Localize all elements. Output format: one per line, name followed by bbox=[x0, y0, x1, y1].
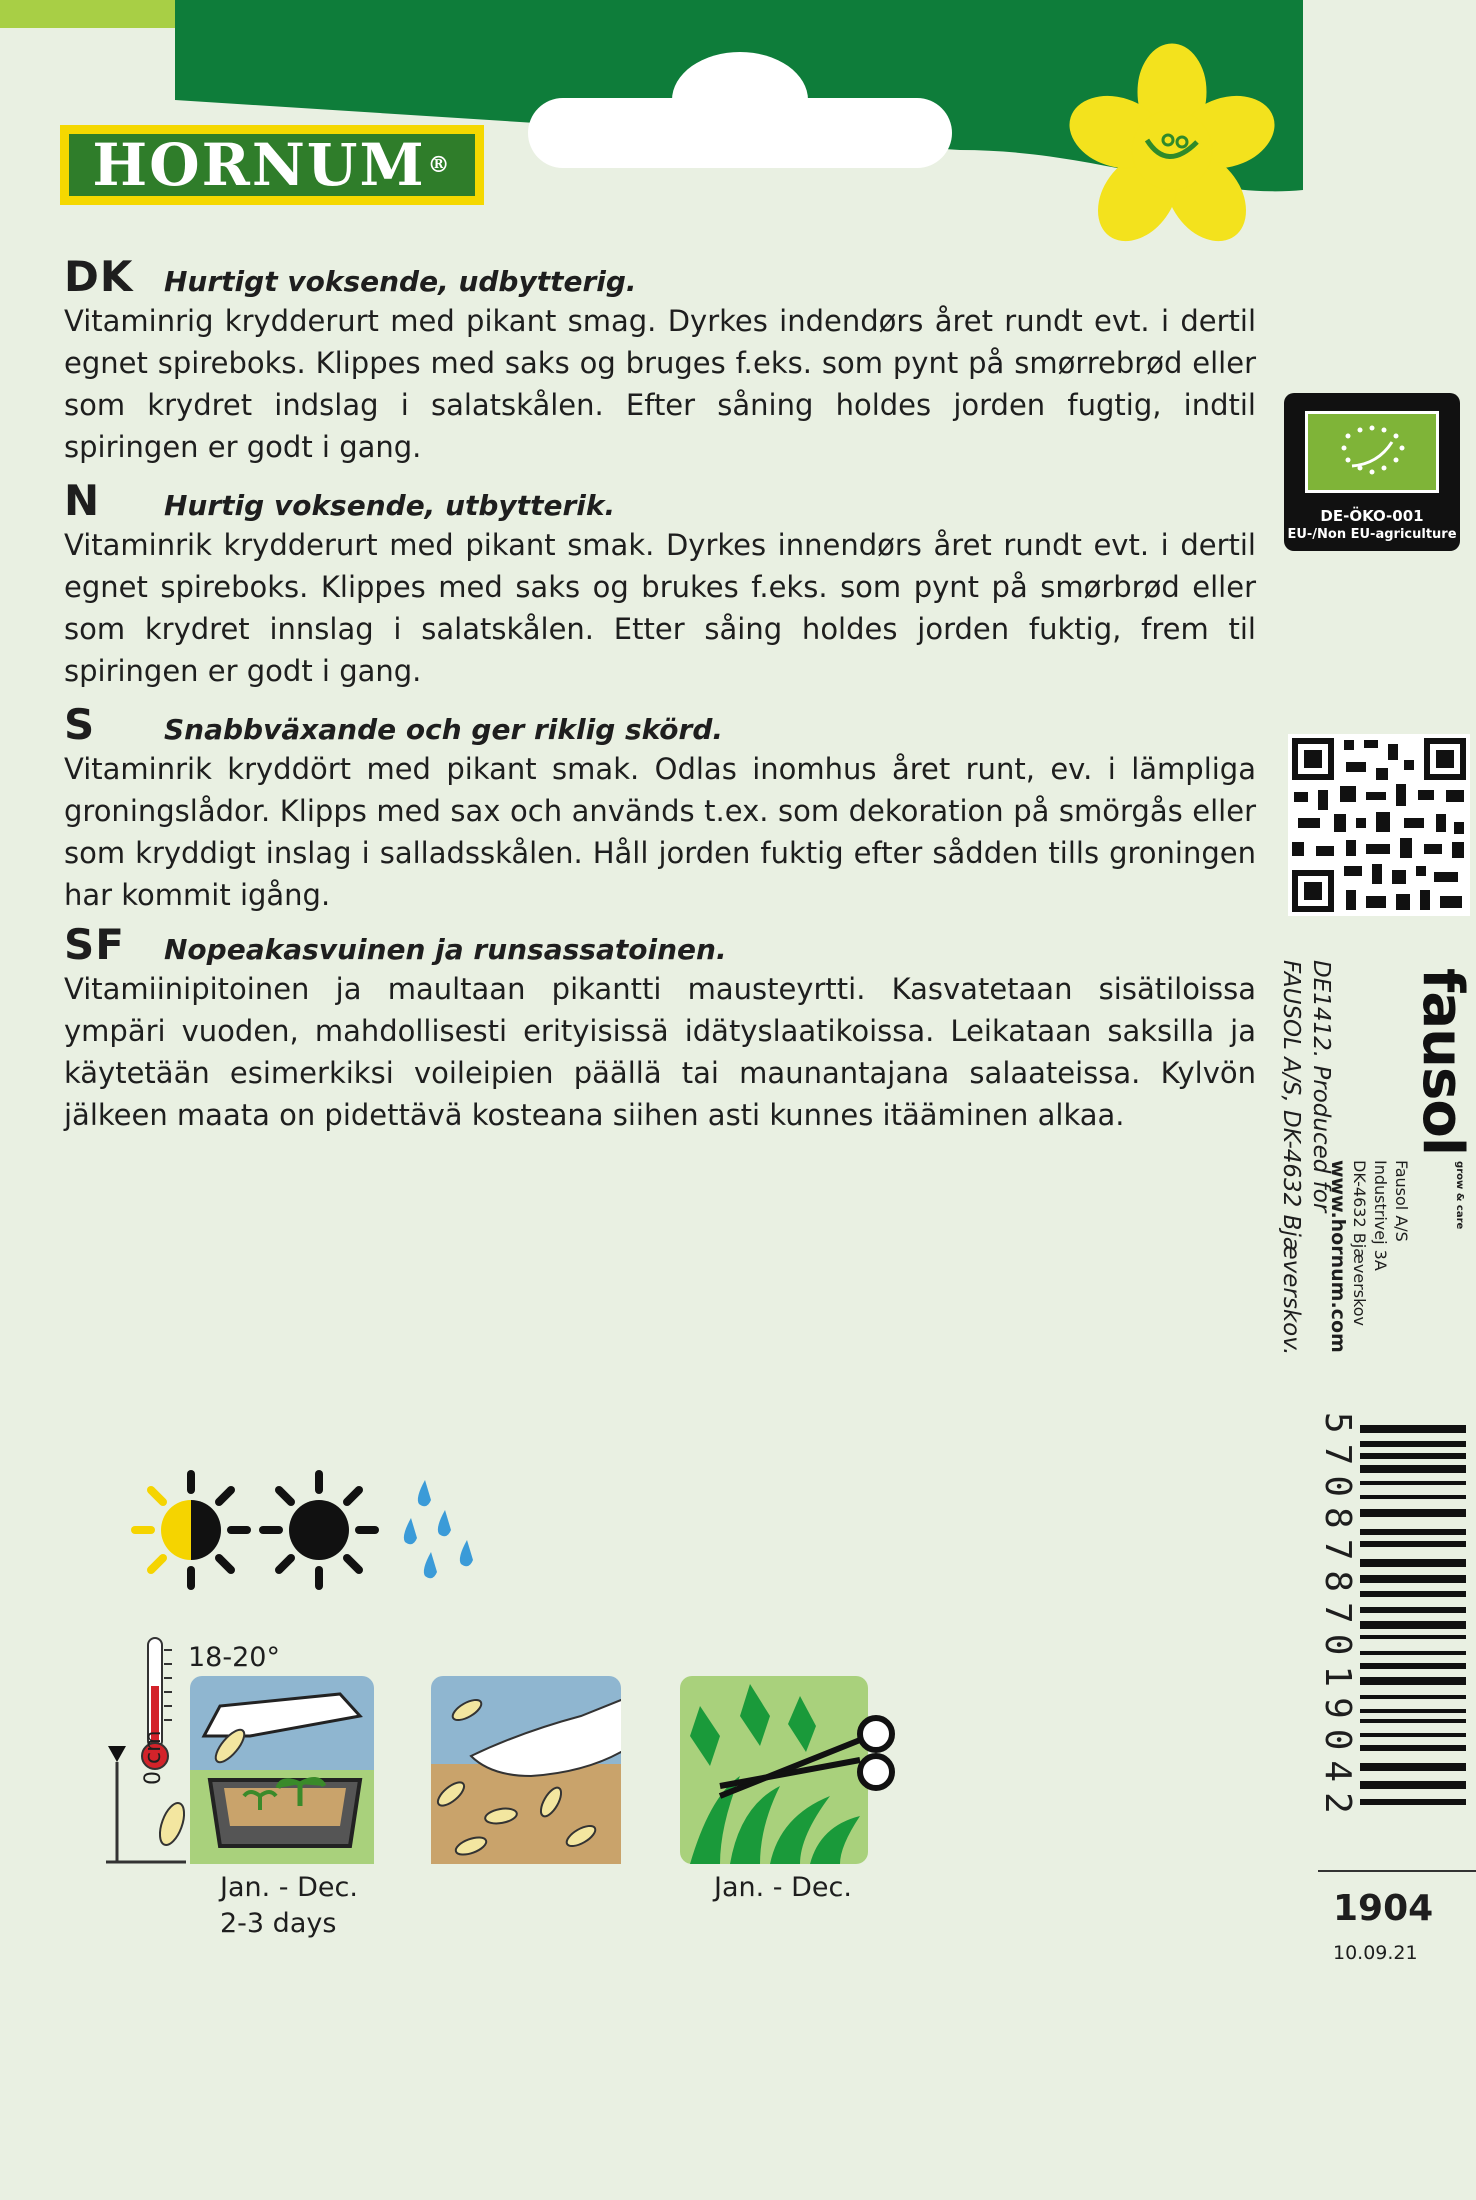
website-link[interactable]: www.hornum.com bbox=[1327, 1160, 1349, 1353]
barcode-bar bbox=[1360, 1621, 1466, 1629]
fausol-tagline: grow & care bbox=[1454, 1161, 1465, 1230]
section-text: Vitaminrik krydderurt med pikant smak. Dyrkes innendørs året rundt evt. i dertil egnet spireboks. Klippes med saks og brukes f.eks. som pynt på smørbrød eller som krydret innslag i salatskålen. Etter såing holdes jorden fuktig, frem til spiringen er godt i gang. bbox=[64, 528, 1256, 688]
sprout-tray-icon bbox=[190, 1676, 374, 1864]
barcode bbox=[1360, 1425, 1466, 1835]
section-sf bbox=[64, 920, 1256, 1136]
print-date: 10.09.21 bbox=[1333, 1942, 1418, 1964]
barcode-bar bbox=[1360, 1663, 1466, 1669]
section-subtitle: Hurtigt voksende, udbytterig. bbox=[164, 265, 637, 298]
barcode-bar bbox=[1360, 1509, 1466, 1517]
address-line-1: Fausol A/S bbox=[1392, 1160, 1411, 1242]
header-accent-strip bbox=[0, 0, 175, 28]
language-code: DK bbox=[64, 252, 134, 301]
barcode-bar bbox=[1360, 1695, 1466, 1699]
barcode-bar bbox=[1360, 1677, 1466, 1685]
water-drops-icon bbox=[404, 1480, 473, 1578]
temperature-label: 18-20° bbox=[188, 1642, 280, 1673]
section-dk bbox=[64, 252, 1256, 468]
barcode-bar bbox=[1360, 1495, 1466, 1499]
section-n bbox=[64, 476, 1256, 692]
barcode-bar bbox=[1360, 1651, 1466, 1655]
address-line-2: Industrivej 3A bbox=[1371, 1160, 1390, 1271]
section-subtitle: Hurtig voksende, utbytterik. bbox=[164, 489, 616, 522]
germination-time: 2-3 days bbox=[220, 1908, 337, 1939]
full-sun-icon bbox=[263, 1474, 375, 1586]
barcode-bar bbox=[1360, 1529, 1466, 1535]
barcode-number: 5708787019042 bbox=[1317, 1412, 1358, 1824]
section-text: Vitaminrig krydderurt med pikant smag. Dyrkes indendørs året rundt evt. i dertil egnet spireboks. Klippes med saks og bruges f.eks. som pynt på smørrebrød eller som krydret indslag i salatskålen. Efter såning holdes jorden fugtig, indtil spiringen er godt i gang. bbox=[64, 304, 1256, 464]
barcode-bar bbox=[1360, 1733, 1466, 1737]
fausol-address bbox=[1327, 1160, 1412, 1353]
scissors-harvest-icon bbox=[680, 1676, 910, 1864]
light-water-icons bbox=[125, 1468, 485, 1598]
barcode-bar bbox=[1360, 1719, 1466, 1723]
eu-organic-leaf-icon bbox=[1305, 411, 1439, 493]
qr-code-icon[interactable] bbox=[1288, 734, 1470, 916]
hornum-logo bbox=[60, 125, 484, 205]
language-code: SF bbox=[64, 920, 125, 969]
barcode-bar bbox=[1360, 1781, 1466, 1789]
barcode-bar bbox=[1360, 1559, 1466, 1567]
barcode-bar bbox=[1360, 1591, 1466, 1597]
barcode-bar bbox=[1360, 1763, 1466, 1771]
eu-organic-badge bbox=[1284, 393, 1460, 551]
barcode-bar bbox=[1360, 1799, 1466, 1805]
barcode-bar bbox=[1360, 1425, 1466, 1433]
producer-line-2: FAUSOL A/S, DK-4632 Bjæverskov. bbox=[1278, 960, 1304, 1356]
barcode-bar bbox=[1360, 1481, 1466, 1485]
lot-number: 1904 bbox=[1333, 1888, 1434, 1929]
barcode-bar bbox=[1360, 1575, 1466, 1583]
harvest-period: Jan. - Dec. bbox=[714, 1872, 852, 1903]
barcode-bar bbox=[1360, 1635, 1466, 1639]
section-text: Vitaminrik kryddört med pikant smak. Odlas inomhus året runt, ev. i lämpliga groningslådor. Klipps med sax och används t.ex. som dekoration på smörgås eller som kryddigt inslag i salladsskålen. Håll jorden fuktig efter sådden tills groningen har kommit igång. bbox=[64, 752, 1256, 912]
barcode-bar bbox=[1360, 1541, 1466, 1547]
sowing-hand-icon bbox=[431, 1676, 621, 1864]
barcode-bar bbox=[1360, 1465, 1466, 1473]
barcode-bar bbox=[1360, 1607, 1466, 1613]
producer-line-1: DE1412. Produced for bbox=[1308, 960, 1334, 1213]
depth-label: 0 cm bbox=[141, 1730, 166, 1785]
fausol-logo bbox=[1410, 968, 1475, 1230]
barcode-bar bbox=[1360, 1453, 1466, 1459]
registered-mark: ® bbox=[427, 152, 452, 178]
half-sun-icon bbox=[135, 1474, 247, 1586]
section-text: Vitamiinipitoinen ja maultaan pikantti mausteyrtti. Kasvatetaan sisätiloissa ympäri vuoden, mahdollisesti erityisissä idätyslaatikoissa. Leikataan saksilla ja käytetään esimerkiksi voileipien päällä tai maunantajana salaateissa. Kylvön jälkeen maata on pidettävä kosteana siihen asti kunnes itääminen alkaa. bbox=[64, 972, 1256, 1132]
divider bbox=[1318, 1870, 1476, 1872]
eu-code: DE-ÖKO-001 bbox=[1320, 507, 1424, 525]
barcode-bar bbox=[1360, 1745, 1466, 1751]
section-s bbox=[64, 700, 1256, 916]
language-code: N bbox=[64, 476, 101, 525]
section-subtitle: Snabbväxande och ger riklig skörd. bbox=[164, 713, 724, 746]
barcode-bar bbox=[1360, 1709, 1466, 1713]
sowing-period: Jan. - Dec. bbox=[220, 1872, 358, 1903]
section-subtitle: Nopeakasvuinen ja runsassatoinen. bbox=[164, 933, 727, 966]
address-line-3: DK-4632 Bjæverskov bbox=[1350, 1160, 1369, 1327]
barcode-bar bbox=[1360, 1441, 1466, 1447]
brand-name: HORNUM bbox=[92, 131, 426, 199]
eu-agriculture-text: EU-/Non EU-agriculture bbox=[1287, 527, 1457, 542]
fausol-wordmark: fausol bbox=[1410, 968, 1475, 1156]
language-code: S bbox=[64, 700, 96, 749]
